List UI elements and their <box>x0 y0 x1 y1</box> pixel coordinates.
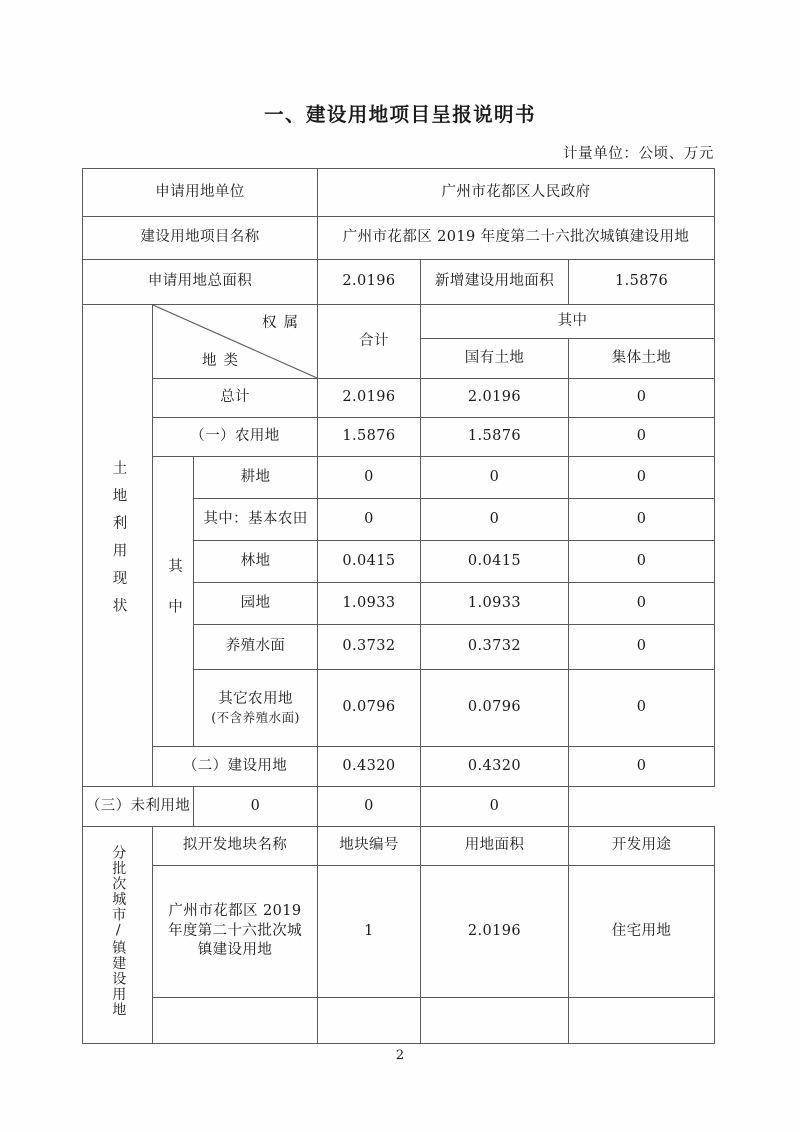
row-label: （一）农用地 <box>153 418 318 457</box>
row-label-group <box>194 670 318 747</box>
row-label: 其它农用地 <box>218 690 293 707</box>
row-collective-value: 0 <box>569 418 715 457</box>
table-row-construction-land <box>83 747 715 787</box>
table-row-grand-total <box>83 379 715 418</box>
row-state-value: 0 <box>421 457 569 499</box>
header-parcel-use: 开发用途 <box>569 827 715 866</box>
row-total-value: 0.4320 <box>318 747 421 787</box>
subsection-label-of-which <box>153 457 194 747</box>
section-label-land-use-status-text: 土地利用现状 <box>110 459 127 625</box>
row-label: 其中：基本农田 <box>194 499 318 541</box>
row-state-value: 2.0196 <box>421 379 569 418</box>
header-diagonal-cell <box>153 305 318 379</box>
row-state-value: 0 <box>421 499 569 541</box>
table-row-batch-header <box>83 827 715 866</box>
new-construction-area-value: 1.5876 <box>569 260 715 305</box>
row-collective-value: 0 <box>569 457 715 499</box>
row-label: （三）未利用地 <box>83 787 194 827</box>
header-ownership-label: 权属 <box>262 315 305 331</box>
table-row-cultivated-land <box>83 457 715 499</box>
parcel-number-value <box>318 998 421 1044</box>
row-label: 林地 <box>194 541 318 583</box>
row-total-value: 0 <box>194 787 318 827</box>
row-total-value: 2.0196 <box>318 379 421 418</box>
header-total-column: 合计 <box>318 305 421 379</box>
section-label-batch-construction-land-text: 分批次城市/镇建设用地 <box>110 845 127 1018</box>
parcel-name-value: 广州市花都区 2019 年度第二十六批次城镇建设用地 <box>153 866 318 998</box>
row-label: 总计 <box>153 379 318 418</box>
header-state-owned-land: 国有土地 <box>421 339 569 379</box>
subsection-label-of-which-text: 其中 <box>165 557 182 639</box>
row-label: 养殖水面 <box>194 625 318 670</box>
page-number: 2 <box>395 1048 405 1063</box>
row-collective-value: 0 <box>569 625 715 670</box>
row-state-value: 0 <box>318 787 421 827</box>
row-label: （二）建设用地 <box>153 747 318 787</box>
section-label-land-use-status <box>83 305 153 787</box>
row-total-value: 1.5876 <box>318 418 421 457</box>
row-collective-value: 0 <box>569 670 715 747</box>
row-state-value: 0.0415 <box>421 541 569 583</box>
table-row-project-name <box>83 217 715 260</box>
row-label: 耕地 <box>194 457 318 499</box>
project-name-value: 广州市花都区 2019 年度第二十六批次城镇建设用地 <box>318 217 715 260</box>
header-parcel-area: 用地面积 <box>421 827 569 866</box>
total-area-label: 申请用地总面积 <box>83 260 318 305</box>
row-state-value: 0.3732 <box>421 625 569 670</box>
applicant-label: 申请用地单位 <box>83 169 318 217</box>
total-area-value: 2.0196 <box>318 260 421 305</box>
page-title: 一、建设用地项目呈报说明书 <box>264 103 536 126</box>
parcel-use-value: 住宅用地 <box>569 866 715 998</box>
parcel-area-value: 2.0196 <box>421 866 569 998</box>
row-label-sub: (不含养殖水面) <box>211 710 300 726</box>
table-row-land-header-top <box>83 305 715 339</box>
project-name-label: 建设用地项目名称 <box>83 217 318 260</box>
row-collective-value: 0 <box>421 787 569 827</box>
row-collective-value: 0 <box>569 379 715 418</box>
header-of-which-group: 其中 <box>421 305 715 339</box>
row-total-value: 0.0415 <box>318 541 421 583</box>
row-state-value: 1.5876 <box>421 418 569 457</box>
table-row-agricultural-land <box>83 418 715 457</box>
table-row-areas <box>83 260 715 305</box>
row-collective-value: 0 <box>569 541 715 583</box>
table-row-applicant <box>83 169 715 217</box>
header-parcel-number: 地块编号 <box>318 827 421 866</box>
table-row-batch-parcel <box>83 866 715 998</box>
row-total-value: 1.0933 <box>318 583 421 625</box>
row-total-value: 0.3732 <box>318 625 421 670</box>
row-total-value: 0 <box>318 457 421 499</box>
parcel-area-value <box>421 998 569 1044</box>
row-total-value: 0.0796 <box>318 670 421 747</box>
header-parcel-name: 拟开发地块名称 <box>153 827 318 866</box>
table-row-unused-land <box>83 787 715 827</box>
row-label: 园地 <box>194 583 318 625</box>
parcel-use-value <box>569 998 715 1044</box>
section-label-batch-construction-land <box>83 827 153 1044</box>
land-use-report-table <box>82 168 715 1044</box>
row-collective-value: 0 <box>569 583 715 625</box>
row-collective-value: 0 <box>569 747 715 787</box>
new-construction-area-label: 新增建设用地面积 <box>421 260 569 305</box>
row-state-value: 1.0933 <box>421 583 569 625</box>
row-state-value: 0.0796 <box>421 670 569 747</box>
table-row-batch-empty <box>83 998 715 1044</box>
header-landtype-label: 地类 <box>202 353 245 370</box>
header-collective-land: 集体土地 <box>569 339 715 379</box>
measurement-unit-note: 计量单位：公顷、万元 <box>563 146 714 162</box>
row-total-value: 0 <box>318 499 421 541</box>
applicant-value: 广州市花都区人民政府 <box>318 169 715 217</box>
parcel-number-value: 1 <box>318 866 421 998</box>
row-state-value: 0.4320 <box>421 747 569 787</box>
row-collective-value: 0 <box>569 499 715 541</box>
parcel-name-value <box>153 998 318 1044</box>
